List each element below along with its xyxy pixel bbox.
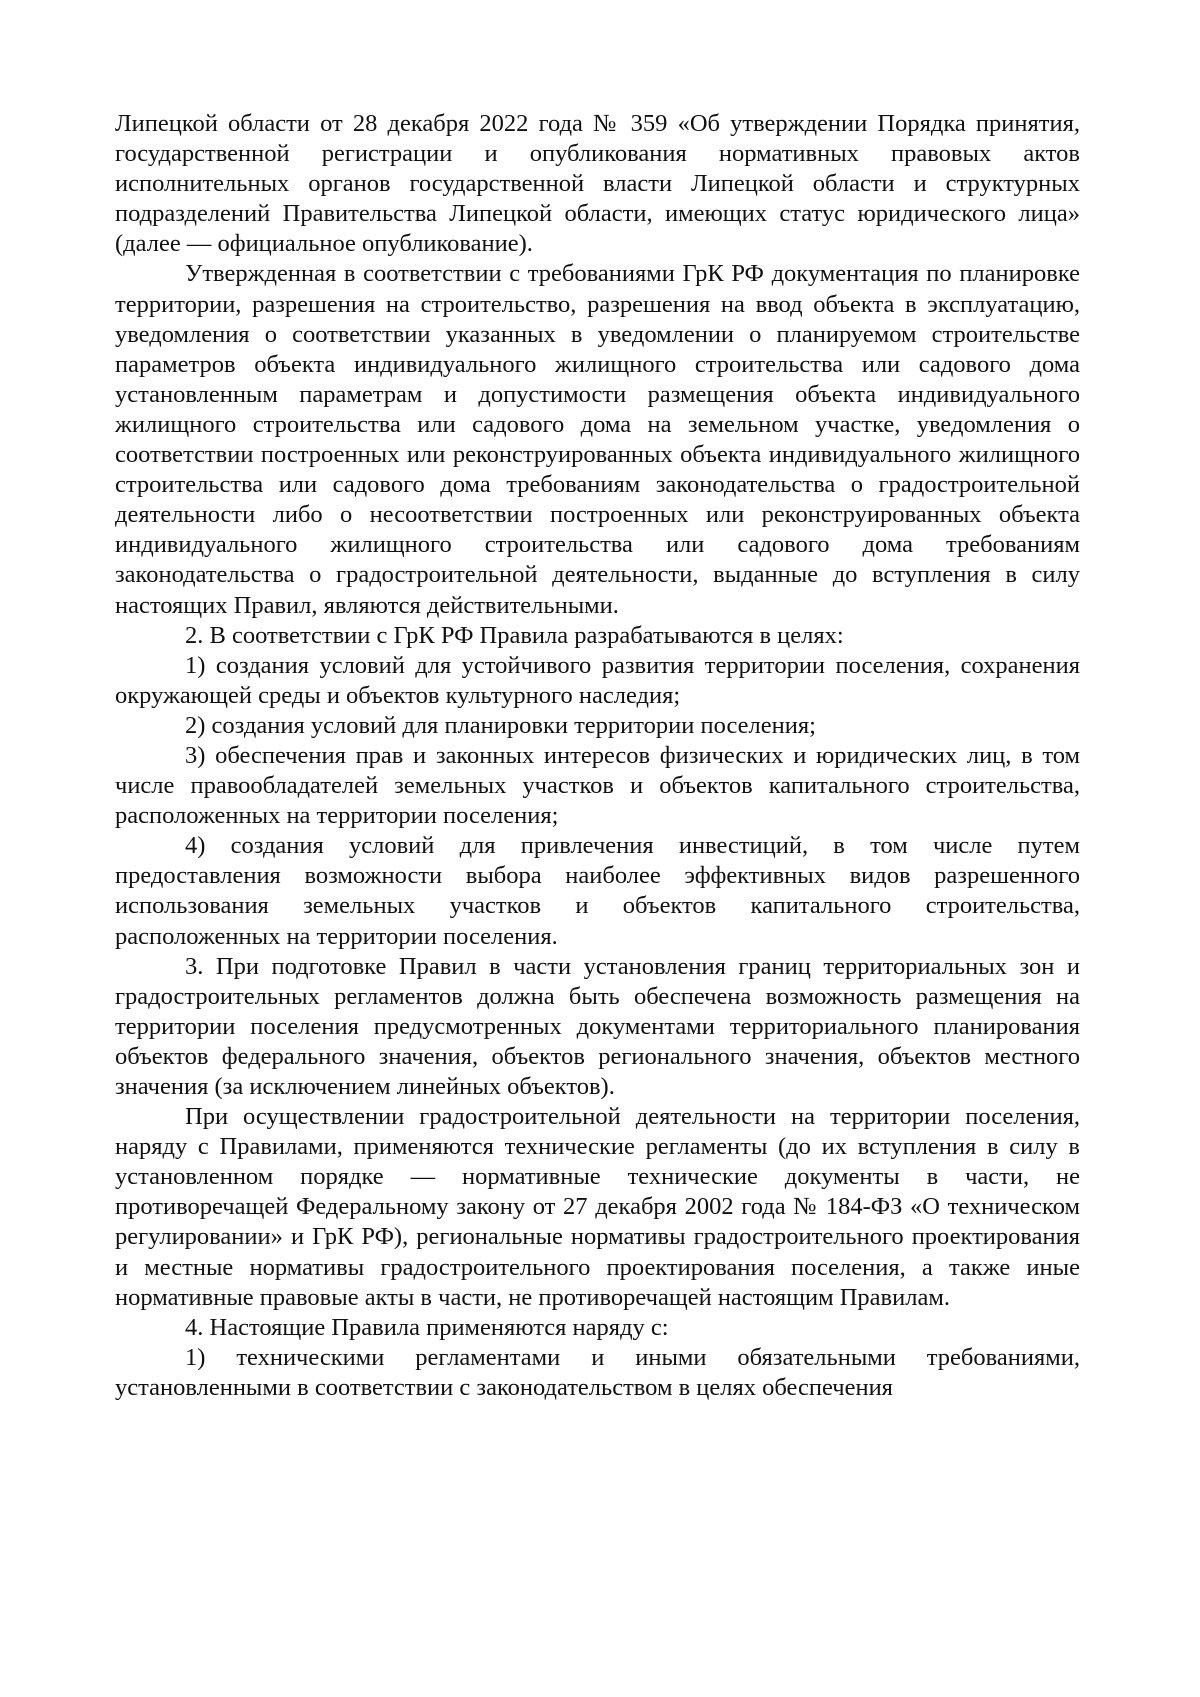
- paragraph-goal-4: 4) создания условий для привлечения инвестиций, в том числе путем предоставления возможности выбора наиболее эффективных видов разрешенного использования земельных участков и объектов капитального строительства, расположенных на территории поселения.: [115, 832, 1080, 950]
- paragraph-goal-2: 2) создания условий для планировки территории поселения;: [185, 711, 816, 739]
- document-page: [115, 109, 1080, 1403]
- paragraph-item-2-goals: 2. В соответствии с ГрК РФ Правила разрабатываются в целях:: [185, 621, 844, 649]
- paragraph-goal-3: 3) обеспечения прав и законных интересов физических и юридических лиц, в том числе правообладателей земельных участков и объектов капитального строительства, расположенных на территории поселения;: [115, 741, 1080, 830]
- paragraph-item-4: 4. Настоящие Правила применяются наряду с:: [185, 1313, 669, 1341]
- paragraph-approved-documentation: Утвержденная в соответствии с требованиями ГрК РФ документация по планировке территории, разрешения на строительство, разрешения на ввод объекта в эксплуатацию, уведомления о соответствии указанных в уведомлении о планируемом строительстве параметров объекта индивидуального жилищного строительства или садового дома установленным параметрам и допустимости размещения объекта индивидуального жилищного строительства или садового дома на земельном участке, уведомления о соответствии построенных или реконструированных объекта индивидуального жилищного строительства или садового дома требованиям законодательства о градостроительной деятельности либо о несоответствии построенных или реконструированных объекта индивидуального жилищного строительства или садового дома требованиям законодательства о градостроительной деятельности, выданные до вступления в силу настоящих Правил, являются действительными.: [115, 260, 1080, 619]
- paragraph-item-3: 3. При подготовке Правил в части установления границ территориальных зон и градостроительных регламентов должна быть обеспечена возможность размещения на территории поселения предусмотренных документами территориального планирования объектов федерального значения, объектов регионального значения, объектов местного значения (за исключением линейных объектов).: [115, 952, 1080, 1100]
- paragraph-item-4-subitem-1: 1) техническими регламентами и иными обязательными требованиями, установленными в соответствии с законодательством в целях обеспечения: [115, 1343, 1080, 1401]
- paragraph-technical-regulations: При осуществлении градостроительной деятельности на территории поселения, наряду с Правилами, применяются технические регламенты (до их вступления в силу в установленном порядке — нормативные технические документы в части, не противоречащей Федеральному закону от 27 декабря 2002 года № 184-ФЗ «О техническом регулировании» и ГрК РФ), региональные нормативы градостроительного проектирования и местные нормативы градостроительного проектирования поселения, а также иные нормативные правовые акты в части, не противоречащей настоящим Правилам.: [115, 1103, 1080, 1311]
- paragraph-goal-1: 1) создания условий для устойчивого развития территории поселения, сохранения окружающей среды и объектов культурного наследия;: [115, 651, 1080, 709]
- paragraph-official-publication: Липецкой области от 28 декабря 2022 года № 359 «Об утверждении Порядка принятия, государственной регистрации и опубликования нормативных правовых актов исполнительных органов государственной власти Липецкой области и структурных подразделений Правительства Липецкой области, имеющих статус юридического лица» (далее — официальное опубликование).: [115, 110, 1080, 258]
